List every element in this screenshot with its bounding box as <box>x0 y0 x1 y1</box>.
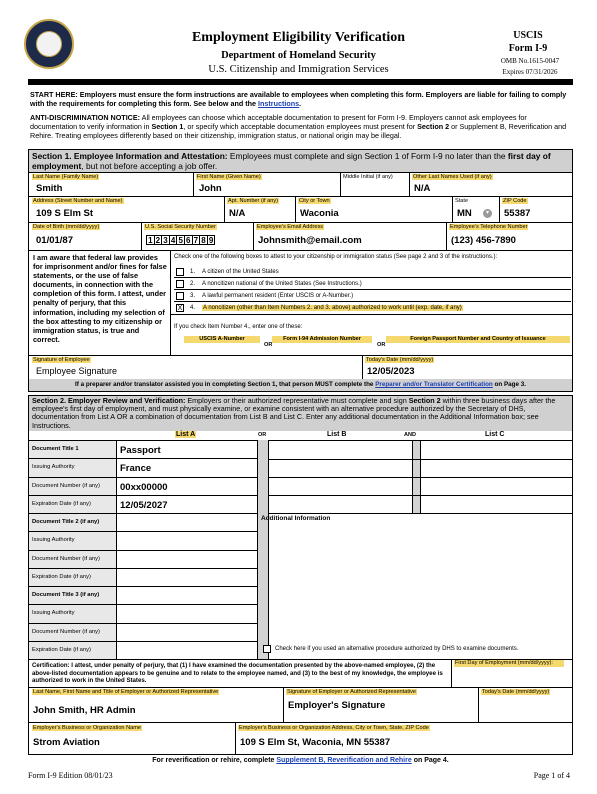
instructions-link[interactable]: Instructions <box>258 99 300 108</box>
ssn-digit: 2 <box>154 235 163 245</box>
start-here-notice: START HERE: Employers must ensure the form instructions are available to employees when completing this form. Employers are liable for failing to comply with the requirements for completing this form. See below and the Instructions. <box>30 90 567 108</box>
employer-name-field[interactable]: John Smith, HR Admin <box>33 705 136 716</box>
last-name-field[interactable]: Smith <box>36 183 63 194</box>
state-label: State <box>455 198 469 204</box>
ssn-field[interactable] <box>146 235 214 245</box>
ssn-label: U.S. Social Security Number <box>145 224 216 230</box>
phone-field[interactable]: (123) 456-7890 <box>451 235 516 246</box>
apt-label: Apt. Number (if any) <box>228 198 279 204</box>
status-option-4[interactable]: X 4. A noncitizen (other than Item Numbers 2. and 3. above) authorized to work until (exp. date, if any) <box>177 305 462 312</box>
employer-signature-field[interactable]: Employer's Signature <box>288 700 386 711</box>
state-select[interactable]: MN <box>457 208 472 219</box>
employer-name-label: Last Name, First Name and Title of Employer or Authorized Representative <box>33 689 219 695</box>
list-c-fields[interactable] <box>421 441 572 514</box>
dept-name: Department of Homeland Security <box>221 50 376 61</box>
list-a-header: List A <box>176 431 196 438</box>
doc-row: Expiration Date (if any) <box>29 569 257 587</box>
ssn-digit: 6 <box>184 235 193 245</box>
status-option-3[interactable]: 3. A lawful permanent resident (Enter USCIS or A-Number.) <box>174 290 571 302</box>
address-label: Address (Street Number and Name) <box>33 198 123 204</box>
uscis-label: USCIS <box>513 30 543 41</box>
email-field[interactable]: Johnsmith@email.com <box>258 235 362 246</box>
check-one-instruction: Check one of the following boxes to attest to your citizenship or immigration status (See page 2 and 3 of the instructions.): <box>174 254 498 260</box>
doc-row: Expiration Date (if any) <box>32 646 91 653</box>
middle-initial-label: Middle Initial (if any) <box>343 174 393 180</box>
status-checkbox[interactable]: X <box>177 305 183 312</box>
business-address-label: Employer's Business or Organization Address, City or Town, State, ZIP Code <box>239 725 429 731</box>
status-checkbox[interactable] <box>176 292 184 300</box>
footer-edition: Form I-9 Edition 08/01/23 <box>28 771 113 780</box>
zip-field[interactable]: 55387 <box>504 208 531 219</box>
list-a-table <box>29 440 257 659</box>
doc-row: Issuing Authority <box>29 605 257 623</box>
dob-label: Date of Birth (mm/dd/yyyy) <box>33 224 100 230</box>
employer-signature-label: Signature of Employer or Authorized Representative <box>287 689 417 695</box>
doc-row: Document Number (if any) 00xx00000 <box>29 478 257 496</box>
doc-value-field[interactable]: Passport <box>120 445 161 456</box>
expiration: Expires 07/31/2026 <box>502 68 558 76</box>
employer-date-label: Today's Date (mm/dd/yyyy) <box>482 689 550 695</box>
agency-name: U.S. Citizenship and Immigration Services <box>208 64 389 75</box>
list-b-c-table <box>269 440 572 513</box>
first-day-field[interactable] <box>454 675 570 686</box>
status-checkbox[interactable] <box>176 268 184 276</box>
chevron-down-icon[interactable]: ▾ <box>483 209 492 218</box>
ssn-digit: 9 <box>207 235 216 245</box>
ssn-digit: 1 <box>146 235 155 245</box>
first-day-label: First Day of Employment (mm/dd/yyyy): <box>454 660 564 667</box>
i94-number-field[interactable]: Form I-94 Admission Number <box>272 336 372 343</box>
list-c-header: List C <box>485 431 505 438</box>
ssn-digit: 7 <box>192 235 201 245</box>
doc-row: Document Title 3 (if any) <box>29 587 257 605</box>
doc-value-field[interactable]: 12/05/2027 <box>120 499 168 511</box>
doc-row: Document Number (if any) <box>29 551 257 569</box>
employee-signature-label: Signature of Employee <box>33 357 90 363</box>
preparer-notice: If a preparer and/or translator assisted you in completing Section 1, that person MUST complete the Preparer and/or Translator Certification on Page 3. <box>29 379 572 391</box>
header-divider <box>28 79 573 85</box>
list-b-fields[interactable] <box>269 441 412 514</box>
rehire-notice: For reverification or rehire, complete Supplement B, Reverification and Rehire on Page 4. <box>152 757 449 764</box>
business-address-field[interactable]: 109 S Elm St, Waconia, MN 55387 <box>240 737 391 748</box>
status-option-2[interactable]: 2. A noncitizen national of the United States (See Instructions.) <box>174 278 571 290</box>
middle-initial-field[interactable] <box>345 183 405 194</box>
or-label: OR <box>258 432 267 438</box>
last-name-label: Last Name (Family Name) <box>33 174 99 180</box>
footer-page: Page 1 of 4 <box>533 771 570 780</box>
employee-date-field[interactable]: 12/05/2023 <box>367 366 415 377</box>
other-names-field[interactable]: N/A <box>414 183 431 194</box>
dob-field[interactable]: 01/01/87 <box>36 235 73 246</box>
first-name-label: First Name (Given Name) <box>197 174 261 180</box>
doc-row: Document Number (if any) <box>29 624 257 642</box>
email-label: Employee's Email Address <box>257 224 324 230</box>
supplement-b-link[interactable]: Supplement B, Reverification and Rehire <box>276 757 412 764</box>
list-b-header: List B <box>327 431 347 438</box>
attestation-text: I am aware that federal law provides for imprisonment and/or fines for false statements, or the use of false documents, in connection with the completion of this form. I attest, under penalty of perjury, that this information, including my selection of the box attesting to my citizenship or immigration status, is true and correct. <box>33 253 167 344</box>
doc-row: Document Title 1 Passport <box>29 441 257 459</box>
doc-row: Expiration Date (if any) 12/05/2027 <box>29 496 257 514</box>
city-field[interactable]: Waconia <box>300 208 339 219</box>
alt-procedure-checkbox[interactable] <box>263 645 271 653</box>
additional-info-box[interactable] <box>259 514 572 659</box>
additional-info-label: Additional Information <box>261 515 331 522</box>
form-number: Form I-9 <box>508 43 548 54</box>
section2-heading: Section 2. Employer Review and Verification: Employers or their authorized representative must complete and sign Section 2 within three business days after the employee's first day of employment, and must physically examine, or examine consistent with an alternative procedure authorized by the Secretary of DHS, documentation from List A OR a combination of documentation from List B and List C. Enter any additional documentation in the Additional Information box; see Instructions. <box>29 396 572 431</box>
doc-row: Document Title 2 (if any) <box>29 514 257 532</box>
zip-label: ZIP Code <box>503 198 527 204</box>
omb-number: OMB No.1615-0047 <box>500 57 560 65</box>
ssn-digit: 4 <box>169 235 178 245</box>
section1-heading: Section 1. Employee Information and Attestation: Employees must complete and sign Section 1 of Form I-9 no later than the first day of employment, but not before accepting a job offer. <box>29 150 572 172</box>
other-names-label: Other Last Names Used (if any) <box>413 174 492 180</box>
employer-date-field[interactable] <box>482 704 568 716</box>
passport-number-field[interactable]: Foreign Passport Number and Country of Issuance <box>386 336 570 343</box>
alt-procedure-row[interactable]: Check here if you used an alternative procedure authorized by DHS to examine documents. <box>263 645 518 653</box>
doc-value-field[interactable]: 00xx00000 <box>120 481 168 493</box>
city-label: City or Town <box>299 198 330 204</box>
employee-date-label: Today's Date (mm/dd/yyyy) <box>366 357 434 363</box>
doc-row: Issuing Authority France <box>29 459 257 477</box>
employee-signature-field[interactable]: Employee Signature <box>36 366 118 376</box>
doc-row: Issuing Authority <box>29 532 257 550</box>
and-label: AND <box>404 432 416 438</box>
business-name-label: Employer's Business or Organization Name <box>33 725 142 731</box>
item4-fields: USCIS A-Number OR Form I-94 Admission Number OR Foreign Passport Number and Country of Issuance <box>174 334 571 352</box>
apt-field[interactable]: N/A <box>229 208 246 219</box>
certification-text: Certification: I attest, under penalty of perjury, that (1) I have examined the documentation presented by the above-named employee, (2) the above-listed documentation appears to be genuine and to relate to the employee named, and (3) to the best of my knowledge, the employee is authorized to work in the United States. <box>32 662 443 685</box>
first-name-field[interactable]: John <box>199 183 222 194</box>
status-option-1[interactable]: 1. A citizen of the United States <box>174 266 571 278</box>
address-field[interactable]: 109 S Elm St <box>36 208 94 219</box>
anti-discrimination-notice: ANTI-DISCRIMINATION NOTICE: All employees can choose which acceptable documentation to present for Form I-9. Employers cannot ask employees for documentation to verify information in Section 1, or specify which acceptable documentation employees must present for Section 2 or Supplement B, Reverification and Rehire. Treating employees differently based on their citizenship, immigration status, or national origin may be illegal. <box>30 113 567 140</box>
ssn-digit: 3 <box>161 235 170 245</box>
phone-label: Employee's Telephone Number <box>450 224 528 230</box>
list-headers <box>29 431 572 440</box>
ssn-digit: 8 <box>199 235 208 245</box>
doc-value-field[interactable]: France <box>120 463 152 475</box>
form-title: Employment Eligibility Verification <box>191 30 406 45</box>
uscis-a-number-field[interactable]: USCIS A-Number <box>184 336 260 343</box>
business-name-field[interactable]: Strom Aviation <box>33 737 100 748</box>
item4-instruction: If you check Item Number 4., enter one of these: <box>174 324 303 330</box>
status-checkbox[interactable] <box>176 280 184 288</box>
preparer-certification-link[interactable]: Preparer and/or Translator Certification <box>375 381 493 388</box>
ssn-digit: 5 <box>176 235 185 245</box>
status-options <box>174 266 571 314</box>
